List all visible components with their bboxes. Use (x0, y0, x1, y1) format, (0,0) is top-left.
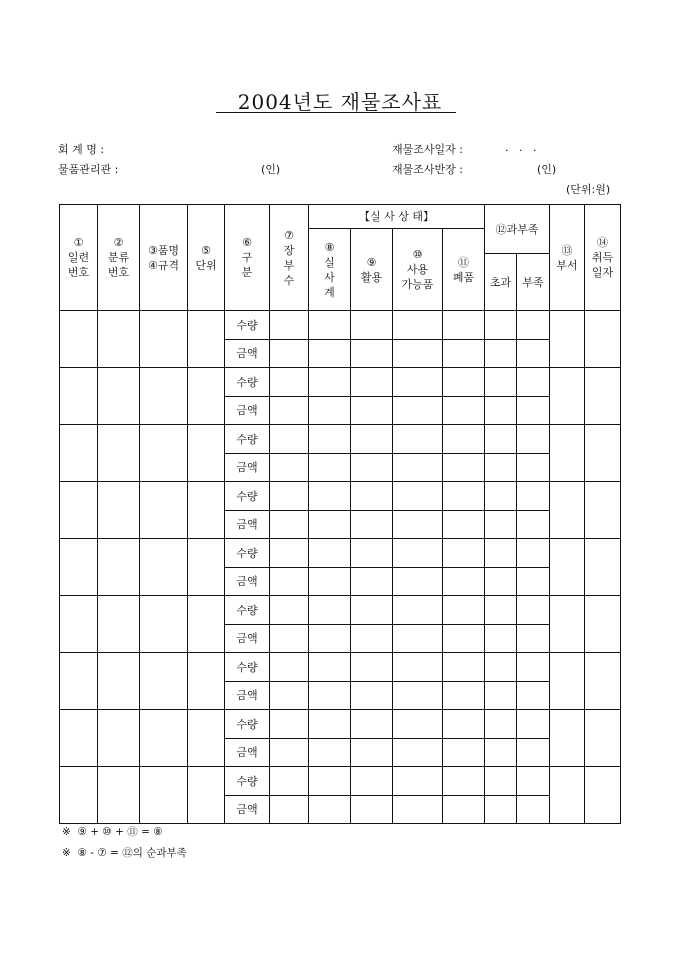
cell[interactable] (270, 539, 309, 568)
cell[interactable] (140, 368, 188, 425)
header-category: ⑥ 구 분 (225, 205, 270, 311)
cell[interactable] (270, 511, 309, 539)
cell[interactable] (309, 739, 351, 767)
cell[interactable] (309, 596, 351, 625)
cell[interactable] (550, 710, 585, 767)
cell[interactable] (60, 311, 98, 368)
cell[interactable] (270, 596, 309, 625)
cell[interactable] (188, 311, 225, 368)
cell[interactable] (585, 482, 621, 539)
cell[interactable] (393, 511, 443, 539)
cell[interactable] (270, 739, 309, 767)
cell[interactable] (309, 340, 351, 368)
cell[interactable] (351, 739, 393, 767)
cell[interactable] (443, 425, 485, 454)
property-manager-seal: (인) (261, 163, 281, 176)
cell[interactable] (443, 796, 485, 824)
cell[interactable] (309, 539, 351, 568)
cell[interactable] (393, 482, 443, 511)
cell[interactable] (309, 653, 351, 682)
quantity-label: 수량 (225, 710, 270, 739)
cell[interactable] (309, 425, 351, 454)
cell[interactable] (393, 454, 443, 482)
amount-label: 금액 (225, 397, 270, 425)
cell[interactable] (270, 340, 309, 368)
cell[interactable] (270, 425, 309, 454)
cell[interactable] (550, 596, 585, 653)
quantity-label: 수량 (225, 482, 270, 511)
cell[interactable] (485, 767, 517, 796)
cell[interactable] (517, 682, 550, 710)
cell[interactable] (485, 482, 517, 511)
cell[interactable] (443, 682, 485, 710)
cell[interactable] (270, 368, 309, 397)
cell[interactable] (60, 596, 98, 653)
cell[interactable] (443, 482, 485, 511)
cell[interactable] (351, 710, 393, 739)
cell[interactable] (485, 739, 517, 767)
cell[interactable] (393, 596, 443, 625)
cell[interactable] (393, 739, 443, 767)
cell[interactable] (351, 682, 393, 710)
header-excess: 초과 (485, 254, 517, 311)
cell[interactable] (140, 539, 188, 596)
cell[interactable] (270, 653, 309, 682)
survey-leader-seal: (인) (537, 163, 557, 176)
cell[interactable] (60, 368, 98, 425)
cell[interactable] (351, 653, 393, 682)
amount-label: 금액 (225, 568, 270, 596)
header-row (60, 205, 621, 229)
cell[interactable] (188, 539, 225, 596)
cell[interactable] (309, 767, 351, 796)
cell[interactable] (309, 482, 351, 511)
cell[interactable] (585, 710, 621, 767)
cell[interactable] (351, 368, 393, 397)
amount-label: 금액 (225, 511, 270, 539)
cell[interactable] (140, 767, 188, 824)
cell[interactable] (517, 397, 550, 425)
cell[interactable] (188, 368, 225, 425)
cell[interactable] (270, 796, 309, 824)
cell[interactable] (517, 454, 550, 482)
cell[interactable] (60, 539, 98, 596)
cell[interactable] (309, 625, 351, 653)
formula-note-1: ※ ⑨ + ⑩ + ⑪ = ⑧ (62, 826, 163, 838)
cell[interactable] (309, 311, 351, 340)
amount-label: 금액 (225, 340, 270, 368)
survey-date-label: 재물조사일자 : (392, 143, 463, 156)
table-row (60, 710, 621, 739)
cell[interactable] (270, 625, 309, 653)
header-acquisition-date: ⑭ 취득 일자 (585, 205, 621, 311)
cell[interactable] (443, 454, 485, 482)
cell[interactable] (393, 625, 443, 653)
cell[interactable] (393, 539, 443, 568)
cell[interactable] (309, 568, 351, 596)
header-ledger-count: ⑦ 장 부 수 (270, 205, 309, 311)
cell[interactable] (443, 511, 485, 539)
amount-label: 금액 (225, 454, 270, 482)
cell[interactable] (585, 539, 621, 596)
header-excess-shortage: ⑫과부족 (485, 205, 550, 254)
header-actual-status: 【실 사 상 태】 (309, 205, 485, 229)
cell[interactable] (98, 653, 140, 710)
cell[interactable] (351, 454, 393, 482)
cell[interactable] (60, 425, 98, 482)
cell[interactable] (140, 425, 188, 482)
quantity-label: 수량 (225, 596, 270, 625)
cell[interactable] (188, 653, 225, 710)
cell[interactable] (443, 568, 485, 596)
cell[interactable] (517, 539, 550, 568)
cell[interactable] (485, 340, 517, 368)
cell[interactable] (393, 425, 443, 454)
cell[interactable] (60, 767, 98, 824)
cell[interactable] (393, 340, 443, 368)
cell[interactable] (351, 311, 393, 340)
cell[interactable] (98, 710, 140, 767)
cell[interactable] (443, 397, 485, 425)
document-title: 2004년도 재물조사표 (237, 90, 443, 114)
table-row (60, 482, 621, 511)
cell[interactable] (517, 425, 550, 454)
cell[interactable] (351, 596, 393, 625)
cell[interactable] (517, 710, 550, 739)
cell[interactable] (585, 596, 621, 653)
cell[interactable] (140, 596, 188, 653)
cell[interactable] (351, 767, 393, 796)
cell[interactable] (485, 710, 517, 739)
cell[interactable] (517, 511, 550, 539)
table-row (60, 653, 621, 682)
cell[interactable] (585, 767, 621, 824)
cell[interactable] (140, 653, 188, 710)
cell[interactable] (443, 767, 485, 796)
cell[interactable] (485, 539, 517, 568)
cell[interactable] (140, 710, 188, 767)
cell[interactable] (550, 539, 585, 596)
cell[interactable] (443, 311, 485, 340)
cell[interactable] (393, 796, 443, 824)
cell[interactable] (309, 796, 351, 824)
survey-date-value: . . . (505, 141, 537, 154)
cell[interactable] (517, 340, 550, 368)
cell[interactable] (517, 368, 550, 397)
cell[interactable] (188, 482, 225, 539)
cell[interactable] (270, 482, 309, 511)
header-item-spec: ③품명 ④규격 (140, 205, 188, 311)
cell[interactable] (485, 511, 517, 539)
cell[interactable] (585, 653, 621, 710)
cell[interactable] (98, 311, 140, 368)
quantity-label: 수량 (225, 653, 270, 682)
cell[interactable] (309, 682, 351, 710)
cell[interactable] (98, 425, 140, 482)
cell[interactable] (60, 482, 98, 539)
cell[interactable] (485, 425, 517, 454)
cell[interactable] (98, 767, 140, 824)
cell[interactable] (60, 710, 98, 767)
cell[interactable] (550, 767, 585, 824)
cell[interactable] (550, 653, 585, 710)
cell[interactable] (98, 482, 140, 539)
header-in-use: ⑨ 활용 (351, 229, 393, 311)
cell[interactable] (585, 311, 621, 368)
quantity-label: 수량 (225, 539, 270, 568)
cell[interactable] (517, 796, 550, 824)
table-row (60, 368, 621, 397)
table-row (60, 425, 621, 454)
cell[interactable] (443, 596, 485, 625)
table-row (60, 311, 621, 340)
cell[interactable] (443, 739, 485, 767)
table-row (60, 539, 621, 568)
cell[interactable] (188, 596, 225, 653)
cell[interactable] (188, 710, 225, 767)
amount-label: 금액 (225, 625, 270, 653)
cell[interactable] (393, 368, 443, 397)
header-scrap: ⑪ 폐품 (443, 229, 485, 311)
cell[interactable] (585, 425, 621, 482)
cell[interactable] (393, 767, 443, 796)
cell[interactable] (188, 767, 225, 824)
cell[interactable] (517, 596, 550, 625)
cell[interactable] (270, 568, 309, 596)
cell[interactable] (270, 397, 309, 425)
cell[interactable] (351, 482, 393, 511)
cell[interactable] (485, 653, 517, 682)
cell[interactable] (60, 653, 98, 710)
cell[interactable] (270, 682, 309, 710)
header-shortage: 부족 (517, 254, 550, 311)
cell[interactable] (351, 796, 393, 824)
cell[interactable] (270, 311, 309, 340)
cell[interactable] (270, 710, 309, 739)
cell[interactable] (351, 539, 393, 568)
cell[interactable] (98, 539, 140, 596)
cell[interactable] (550, 482, 585, 539)
cell[interactable] (309, 454, 351, 482)
cell[interactable] (485, 311, 517, 340)
cell[interactable] (140, 311, 188, 368)
amount-label: 금액 (225, 682, 270, 710)
cell[interactable] (517, 653, 550, 682)
cell[interactable] (309, 368, 351, 397)
quantity-label: 수량 (225, 311, 270, 340)
header-actual-total: ⑧ 실 사 계 (309, 229, 351, 311)
cell[interactable] (351, 568, 393, 596)
cell[interactable] (585, 368, 621, 425)
header-serial-number: ① 일련 번호 (60, 205, 98, 311)
cell[interactable] (351, 625, 393, 653)
cell[interactable] (443, 340, 485, 368)
cell[interactable] (550, 311, 585, 368)
cell[interactable] (550, 425, 585, 482)
cell[interactable] (393, 710, 443, 739)
cell[interactable] (517, 739, 550, 767)
cell[interactable] (485, 625, 517, 653)
cell[interactable] (393, 568, 443, 596)
table-row (60, 596, 621, 625)
header-usable: ⑩ 사용 가능품 (393, 229, 443, 311)
cell[interactable] (393, 682, 443, 710)
survey-leader-label: 재물조사반장 : (392, 163, 463, 176)
cell[interactable] (485, 397, 517, 425)
cell[interactable] (309, 397, 351, 425)
header-class-number: ② 분류 번호 (98, 205, 140, 311)
cell[interactable] (485, 682, 517, 710)
accounting-name-label: 회 계 명 : (58, 143, 105, 156)
cell[interactable] (98, 368, 140, 425)
cell[interactable] (443, 625, 485, 653)
cell[interactable] (443, 368, 485, 397)
cell[interactable] (517, 767, 550, 796)
cell[interactable] (517, 482, 550, 511)
inventory-table (59, 204, 621, 824)
unit-note: (단위:원) (566, 183, 611, 196)
cell[interactable] (309, 710, 351, 739)
cell[interactable] (351, 340, 393, 368)
formula-note-2: ※ ⑧ - ⑦ = ⑫의 순과부족 (62, 847, 187, 859)
cell[interactable] (309, 511, 351, 539)
cell[interactable] (351, 511, 393, 539)
quantity-label: 수량 (225, 767, 270, 796)
cell[interactable] (351, 425, 393, 454)
property-manager-label: 물품관리관 : (58, 163, 119, 176)
cell[interactable] (485, 596, 517, 625)
cell[interactable] (485, 454, 517, 482)
cell[interactable] (550, 368, 585, 425)
cell[interactable] (140, 482, 188, 539)
cell[interactable] (517, 568, 550, 596)
cell[interactable] (188, 425, 225, 482)
cell[interactable] (485, 568, 517, 596)
cell[interactable] (517, 311, 550, 340)
header-department: ⑬ 부서 (550, 205, 585, 311)
cell[interactable] (393, 311, 443, 340)
cell[interactable] (98, 596, 140, 653)
cell[interactable] (485, 796, 517, 824)
quantity-label: 수량 (225, 368, 270, 397)
quantity-label: 수량 (225, 425, 270, 454)
amount-label: 금액 (225, 796, 270, 824)
cell[interactable] (517, 625, 550, 653)
title-underline (216, 112, 456, 113)
header-unit: ⑤ 단위 (188, 205, 225, 311)
cell[interactable] (270, 454, 309, 482)
cell[interactable] (443, 653, 485, 682)
cell[interactable] (485, 368, 517, 397)
cell[interactable] (351, 397, 393, 425)
cell[interactable] (393, 397, 443, 425)
cell[interactable] (270, 767, 309, 796)
amount-label: 금액 (225, 739, 270, 767)
table-row (60, 767, 621, 796)
cell[interactable] (443, 539, 485, 568)
cell[interactable] (393, 653, 443, 682)
cell[interactable] (443, 710, 485, 739)
